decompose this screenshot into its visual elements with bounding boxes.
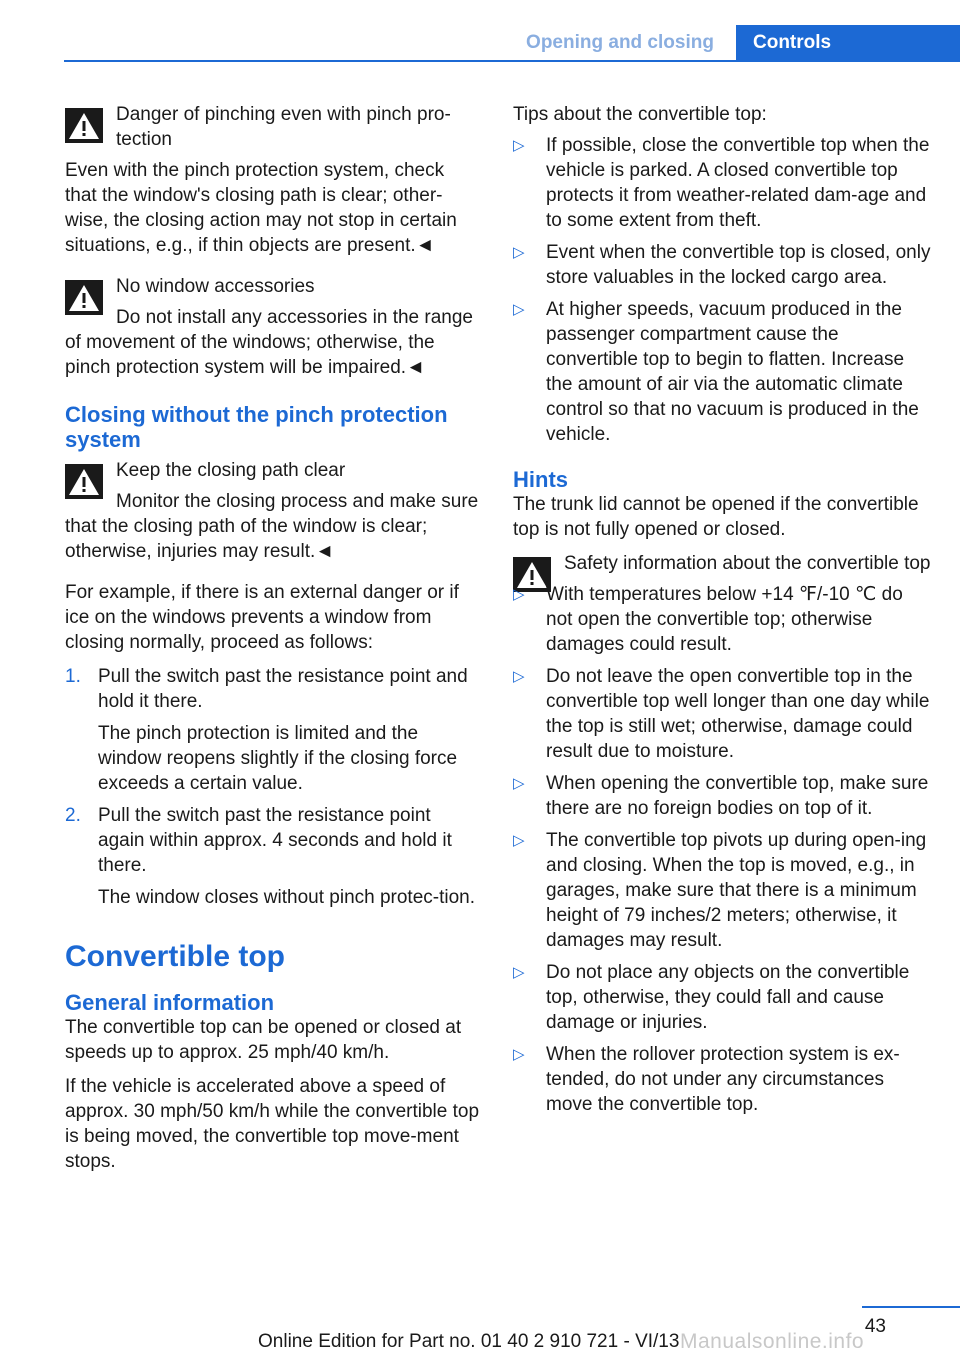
step-result: The window closes without pinch protec‐tion.: [98, 887, 476, 908]
list-item-text: If possible, close the convertible top when the vehicle is parked. A closed convertible top protects it from weather-related dam‐age and to some extent from theft.: [546, 135, 930, 231]
step-number: 1.: [65, 666, 81, 687]
steps-list: [65, 664, 480, 910]
step-number: 2.: [65, 805, 81, 826]
warning-pinching: [65, 102, 480, 258]
list-item-text: When opening the convertible top, make sure there are no foreign bodies on top of it.: [546, 773, 929, 819]
step-result: The pinch protection is limited and the window reopens slightly if the closing force exceeds a certain value.: [98, 723, 458, 794]
bullet-triangle-icon: ▷: [513, 244, 525, 261]
warning-triangle-icon: [65, 280, 103, 315]
bullet-triangle-icon: ▷: [513, 586, 525, 603]
heading-closing-without-pinch: Closing without the pinch protection system: [65, 402, 448, 452]
warning-body-text: Monitor the closing process and make sure that the closing path of the window is clear; otherwise, injuries may result.◄: [65, 491, 479, 562]
list-item-text: With temperatures below +14 ℉/-10 ℃ do not open the convertible top; otherwise damages could result.: [546, 584, 903, 655]
warning-title: No window accessories: [116, 276, 315, 297]
left-column: [65, 102, 480, 1183]
list-item: [513, 240, 931, 290]
list-item-text: Do not leave the open convertible top in the convertible top well longer than one day while the top is still wet; otherwise, damage could result due to moisture.: [546, 666, 930, 762]
bullet-triangle-icon: ▷: [513, 964, 525, 981]
list-item: [513, 960, 931, 1035]
safety-list: [513, 582, 931, 1117]
list-item: [513, 1042, 931, 1117]
header-chapter-tab: Controls: [736, 25, 960, 62]
list-item: [513, 297, 931, 447]
heading-hints: Hints: [513, 467, 568, 492]
list-item: [65, 803, 480, 910]
list-item: [513, 582, 931, 657]
list-item-text: When the rollover protection system is ex‐tended, do not under any circumstances move the convertible top.: [546, 1044, 900, 1115]
header-rule: [64, 60, 960, 62]
bullet-triangle-icon: ▷: [513, 775, 525, 792]
list-item: [513, 828, 931, 953]
header-section-title: Opening and closing: [526, 32, 714, 53]
warning-body: [65, 305, 480, 380]
general-paragraph-1: The convertible top can be opened or closed at speeds up to approx. 25 mph/40 km/h.: [65, 1017, 462, 1063]
list-item: [65, 664, 480, 796]
tips-intro: Tips about the convertible top:: [513, 104, 767, 125]
heading-convertible-top: Convertible top: [65, 940, 286, 973]
tips-list: [513, 133, 931, 447]
list-item-text: At higher speeds, vacuum produced in the passenger compartment cause the convertible top to begin to flatten. Increase the amount of air via the automatic climate control so that no vacuum is produced in the vehicle.: [546, 299, 919, 445]
warning-title: Keep the closing path clear: [116, 460, 346, 481]
general-paragraph-2: If the vehicle is accelerated above a speed of approx. 30 mph/50 km/h while the convertible top is being moved, the convertible top move‐ment stops.: [65, 1076, 480, 1172]
warning-convertible-safety: [513, 551, 931, 576]
list-item: [513, 664, 931, 764]
bullet-triangle-icon: ▷: [513, 668, 525, 685]
step-text: Pull the switch past the resistance point again within approx. 4 seconds and hold it there.: [98, 805, 452, 876]
list-item-text: Event when the convertible top is closed, only store valuables in the locked cargo area.: [546, 242, 931, 288]
warning-body: [65, 489, 480, 564]
list-item-text: Do not place any objects on the convertible top, otherwise, they could fall and cause damage or injuries.: [546, 962, 910, 1033]
hints-paragraph: The trunk lid cannot be opened if the convertible top is not fully opened or closed.: [513, 494, 919, 540]
bullet-triangle-icon: ▷: [513, 832, 525, 849]
warning-body-text: Do not install any accessories in the range of movement of the windows; otherwise, the pinch protection system will be impaired.◄: [65, 307, 473, 378]
watermark: Manualsonline.info: [680, 1330, 865, 1353]
page-number: 43: [864, 1316, 886, 1337]
warning-closing-path: [65, 458, 480, 564]
right-column: [513, 102, 931, 1133]
list-item: [513, 133, 931, 233]
warning-triangle-icon: [65, 464, 103, 499]
bullet-triangle-icon: ▷: [513, 137, 525, 154]
warning-title: Danger of pinching even with pinch pro‐tection: [116, 104, 451, 150]
heading-general-information: General information: [65, 990, 275, 1015]
list-item-text: The convertible top pivots up during open‐ing and closing. When the top is moved, e.g., in garages, make sure that there is a minimum height of 79 inches/2 meters; otherwise, it damages may result.: [546, 830, 927, 951]
bullet-triangle-icon: ▷: [513, 301, 525, 318]
warning-triangle-icon: [65, 108, 103, 143]
example-paragraph: For example, if there is an external danger or if ice on the windows prevents a window from closing normally, proceed as follows:: [65, 582, 459, 653]
warning-accessories: [65, 274, 480, 380]
step-text: Pull the switch past the resistance point and hold it there.: [98, 666, 468, 712]
warning-title: Safety information about the convertible top: [564, 553, 931, 574]
warning-body: Even with the pinch protection system, check that the window's closing path is clear; other‐wise, the closing action may not stop in certain situations, e.g., if thin objects are present.◄: [65, 160, 457, 256]
bullet-triangle-icon: ▷: [513, 1046, 525, 1063]
list-item: [513, 771, 931, 821]
footer-rule: [862, 1306, 960, 1308]
footer-edition: Online Edition for Part no. 01 40 2 910 721 - VI/13: [258, 1331, 680, 1352]
